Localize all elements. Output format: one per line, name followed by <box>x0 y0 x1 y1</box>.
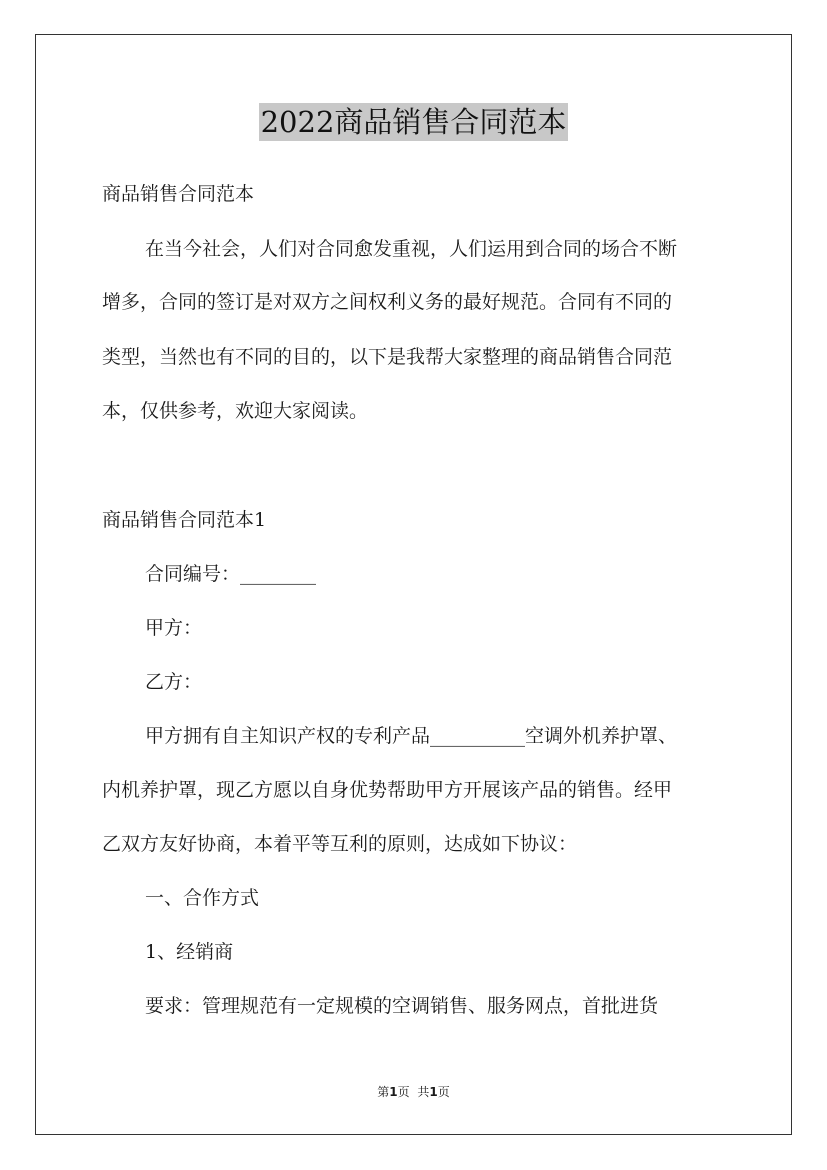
paragraph-line: 甲方拥有自主知识产权的专利产品__________空调外机养护罩、 <box>145 725 678 747</box>
clause-heading: 一、合作方式 <box>145 887 260 909</box>
page-footer <box>0 1084 827 1100</box>
paragraph-line: 本，仅供参考，欢迎大家阅读。 <box>102 400 369 422</box>
paragraph-line: 内机养护罩，现乙方愿以自身优势帮助甲方开展该产品的销售。经甲 <box>102 779 673 801</box>
section-heading: 商品销售合同范本1 <box>102 509 267 531</box>
paragraph-line: 在当今社会，人们对合同愈发重视，人们运用到合同的场合不断 <box>145 238 678 260</box>
footer-total-number: 1 <box>429 1085 438 1099</box>
document-title: 2022商品销售合同范本 <box>260 105 567 139</box>
section-heading: 商品销售合同范本 <box>102 183 255 205</box>
footer-total-unit: 页 <box>437 1085 450 1099</box>
party-b-line: 乙方： <box>145 671 203 693</box>
footer-page-number: 1 <box>389 1085 398 1099</box>
party-a-line: 甲方： <box>145 617 203 639</box>
footer-prefix: 第 <box>377 1085 390 1099</box>
footer-page-unit: 页 <box>397 1085 410 1099</box>
paragraph-line: 增多，合同的签订是对双方之间权利义务的最好规范。合同有不同的 <box>102 291 673 313</box>
paragraph-line: 要求：管理规范有一定规模的空调销售、服务网点，首批进货 <box>145 995 659 1017</box>
paragraph-line: 类型，当然也有不同的目的，以下是我帮大家整理的商品销售合同范 <box>102 346 673 368</box>
clause-item: 1、经销商 <box>145 941 234 963</box>
footer-total-prefix: 共 <box>417 1085 430 1099</box>
title-container <box>0 103 827 141</box>
paragraph-line: 乙双方友好协商，本着平等互利的原则，达成如下协议： <box>102 833 578 855</box>
contract-number-line: 合同编号：________ <box>145 563 317 585</box>
